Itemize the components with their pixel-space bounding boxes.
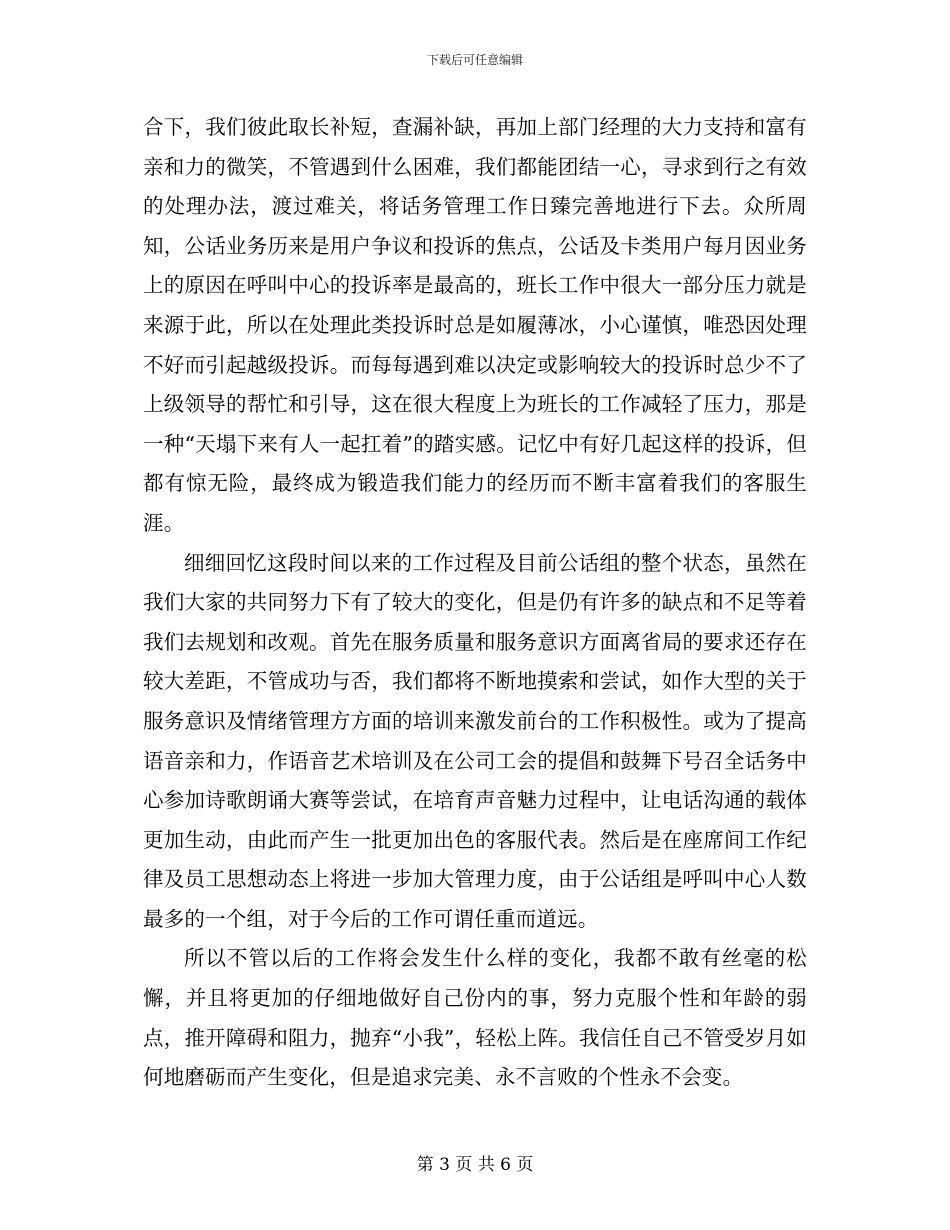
- document-body: [143, 108, 807, 1098]
- page-header: 下载后可任意编辑: [426, 53, 523, 67]
- paragraph-continued: 合下，我们彼此取长补短，查漏补缺，再加上部门经理的大力支持和富有亲和力的微笑，不管遇到什么困难，我们都能团结一心，寻求到行之有效的处理办法，渡过难关，将话务管理工作日臻完善地进行下去。众所周知，公话业务历来是用户争议和投诉的焦点，公话及卡类用户每月因业务上的原因在呼叫中心的投诉率是最高的，班长工作中很大一部分压力就是来源于此，所以在处理此类投诉时总是如履薄冰，小心谨慎，唯恐因处理不好而引起越级投诉。而每每遇到难以决定或影响较大的投诉时总少不了上级领导的帮忙和引导，这在很大程度上为班长的工作减轻了压力，那是一种“天塌下来有人一起扛着”的踏实感。记忆中有好几起这样的投诉，但都有惊无险，最终成为锻造我们能力的经历而不断丰富着我们的客服生涯。: [143, 115, 807, 535]
- paragraph-conclusion: 所以不管以后的工作将会发生什么样的变化，我都不敢有丝毫的松懈，并且将更加的仔细地做好自己份内的事，努力克服个性和年龄的弱点，推开障碍和阻力，抛弃“小我”，轻松上阵。我信任自己不管受岁月如何地磨砺而产生变化，但是追求完美、永不言败的个性永不会变。: [143, 946, 807, 1090]
- paragraph-reflection: 细细回忆这段时间以来的工作过程及目前公话组的整个状态，虽然在我们大家的共同努力下有了较大的变化，但是仍有许多的缺点和不足等着我们去规划和改观。首先在服务质量和服务意识方面离省局的要求还存在较大差距，不管成功与否，我们都将不断地摸索和尝试，如作大型的关于服务意识及情绪管理方方面的培训来激发前台的工作积极性。或为了提高语音亲和力，作语音艺术培训及在公司工会的提倡和鼓舞下号召全话务中心参加诗歌朗诵大赛等尝试，在培育声音魅力过程中，让电话沟通的载体更加生动，由此而产生一批更加出色的客服代表。然后是在座席间工作纪律及员工思想动态上将进一步加大管理力度，由于公话组是呼叫中心人数最多的一个组，对于今后的工作可谓任重而道远。: [143, 550, 807, 931]
- page-number-footer: 第 3 页 共 6 页: [416, 1155, 534, 1175]
